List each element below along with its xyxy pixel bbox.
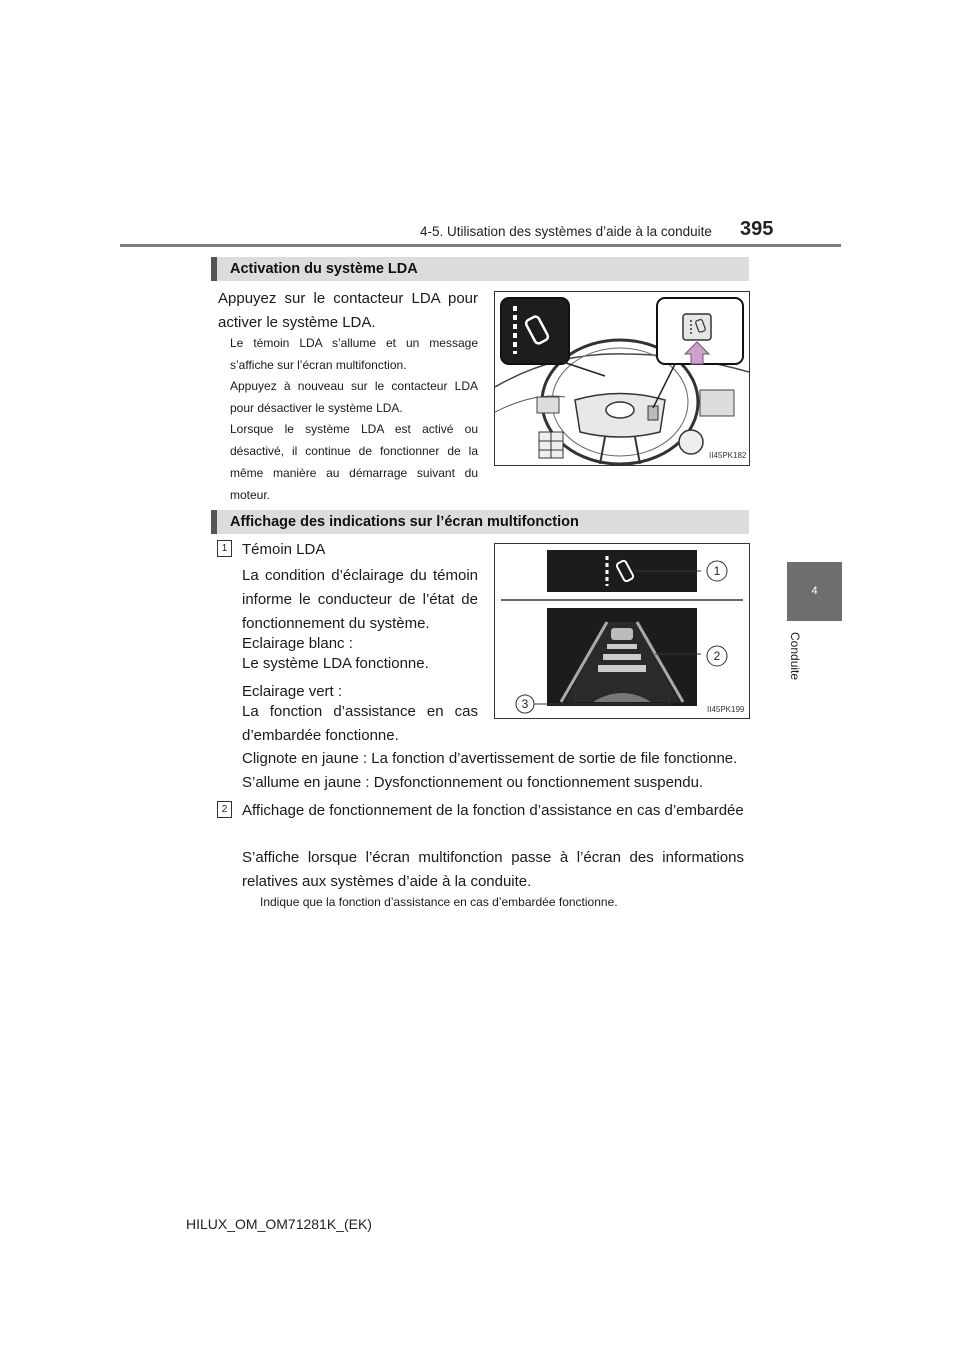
section-heading-display: Affichage des indications sur l’écran multifonction (211, 510, 749, 534)
callout-2: 2 (713, 649, 721, 663)
document-code: HILUX_OM_OM71281K_(EK) (186, 1216, 372, 1232)
page-number: 395 (740, 218, 774, 240)
callout-3: 3 (521, 697, 529, 711)
section-heading-activation: Activation du système LDA (211, 257, 749, 281)
chapter-tab[interactable]: 4 (787, 562, 842, 621)
yellow-on-text: S’allume en jaune : Dysfonctionnement ou fonctionnement suspendu. (242, 774, 704, 791)
figure-multi-display (494, 543, 750, 719)
item-1-number-badge: 1 (217, 540, 232, 557)
activation-intro: Appuyez sur le contacteur LDA pour activer le système LDA. (218, 290, 478, 331)
green-lighting-text: La fonction d’assistance en cas d’embardée fonctionne. (242, 703, 478, 744)
figure-dashboard-lda-switch (494, 291, 750, 466)
yellow-blink-text: Clignote en jaune : La fonction d’avertissement de sortie de file fonctionne. (242, 750, 738, 767)
item-1-title: Témoin LDA (242, 541, 326, 558)
activation-note-2: Appuyez à nouveau sur le contacteur LDA pour désactiver le système LDA. (230, 379, 478, 415)
item-2-title: Affichage de fonctionnement de la fonction d’assistance en cas d’embardée (242, 802, 744, 819)
white-lighting-text: Le système LDA fonctionne. (242, 655, 429, 672)
multi-display-illustration (495, 544, 749, 718)
figure-2-code: II45PK199 (707, 705, 745, 714)
green-lighting-label: Eclairage vert : (242, 683, 343, 700)
chapter-label: Conduite (788, 632, 802, 681)
figure-1-code: II45PK182 (709, 451, 747, 460)
item-2-description: S’affiche lorsque l’écran multifonction passe à l’écran des informations relatives aux systèmes d’aide à la conduite. (242, 849, 744, 890)
item-1-description: La condition d’éclairage du témoin informe le conducteur de l’état de fonctionnement du système. (242, 567, 478, 632)
dashboard-illustration (495, 292, 749, 465)
activation-note-1: Le témoin LDA s’allume et un message s’affiche sur l’écran multifonction. (230, 336, 478, 372)
activation-note-3: Lorsque le système LDA est activé ou désactivé, il continue de fonctionner de la même manière au démarrage suivant du moteur. (230, 422, 478, 502)
white-lighting-label: Eclairage blanc : (242, 635, 353, 652)
running-header-section: 4-5. Utilisation des systèmes d’aide à la conduite (420, 224, 712, 239)
item-2-note: Indique que la fonction d’assistance en cas d’embardée fonctionne. (260, 895, 618, 909)
callout-1: 1 (713, 564, 721, 578)
header-divider (120, 244, 841, 247)
item-2-number-badge: 2 (217, 801, 232, 818)
